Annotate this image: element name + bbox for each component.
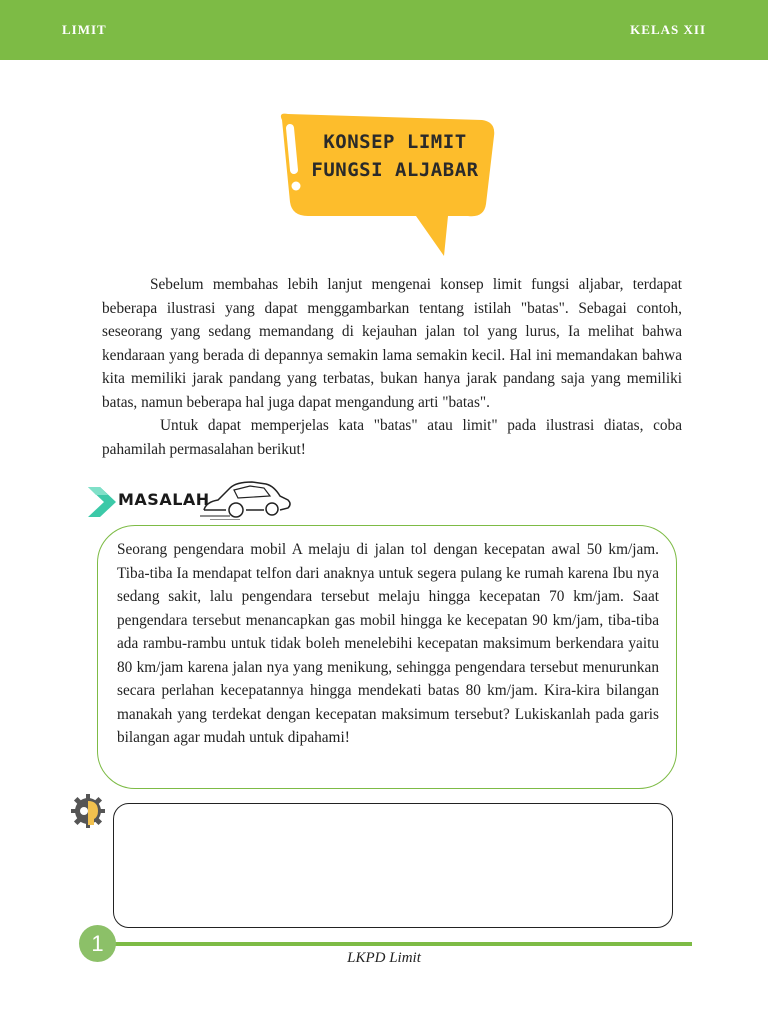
section-title-line1: KONSEP LIMIT [323,131,467,153]
intro-paragraph-2: Untuk dapat memperjelas kata "batas" atau limit" pada ilustrasi diatas, coba pahamilah permasalahan berikut! [102,417,682,458]
footer-title: LKPD Limit [347,950,421,966]
header-subject: LIMIT [62,22,107,37]
car-icon [200,476,292,520]
footer-divider [108,942,692,946]
problem-text: Seorang pengendara mobil A melaju di jalan tol dengan kecepatan awal 50 km/jam. Tiba-tiba Ia mendapat telfon dari anaknya untuk segera pulang ke rumah karena Ibu nya sedang sakit, lalu pengendara tersebut melaju hingga kecepatan 70 km/jam. Saat pengendara tersebut menancapkan gas mobil hingga ke kecepatan 90 km/jam, tiba-tiba ada rambu-rambu untuk tidak boleh menelebihi kecepatan maksimum berkendara yaitu 80 km/jam karena jalan nya yang menikung, sehingga pengendara tersebut menurunkan secara perlahan kecepatannya hingga mendekati batas 80 km/jam. Kira-kira bilangan manakah yang terdekat dengan kecepatan maksimum tersebut? Lukiskanlah pada garis bilangan agar mudah untuk dipahami! [117,541,659,746]
intro-paragraph-1: Sebelum membahas lebih lanjut mengenai konsep limit fungsi aljabar, terdapat beberapa ilustrasi yang dapat menggambarkan tentang istilah "batas". Sebagai contoh, seseorang yang sedang memandang di kejauhan jalan tol yang lurus, Ia melihat bahwa kendaraan yang berada di depannya semakin lama semakin kecil. Hal ini memandakan bahwa kita memiliki jarak pandang yang terbatas, bukan hanya jarak pandang saja yang memiliki batas, namun beberapa hal juga dapat mengandung arti "batas". [102,276,682,411]
section-title-line2: FUNGSI ALJABAR [311,159,479,181]
masalah-heading: MASALAH [118,490,210,509]
answer-box[interactable] [113,803,673,928]
header-class: KELAS XII [630,22,706,37]
intro-text [102,273,682,461]
page-header [0,0,768,60]
gear-head-icon [70,793,106,829]
page-number: 1 [79,925,116,962]
section-title [300,128,490,184]
